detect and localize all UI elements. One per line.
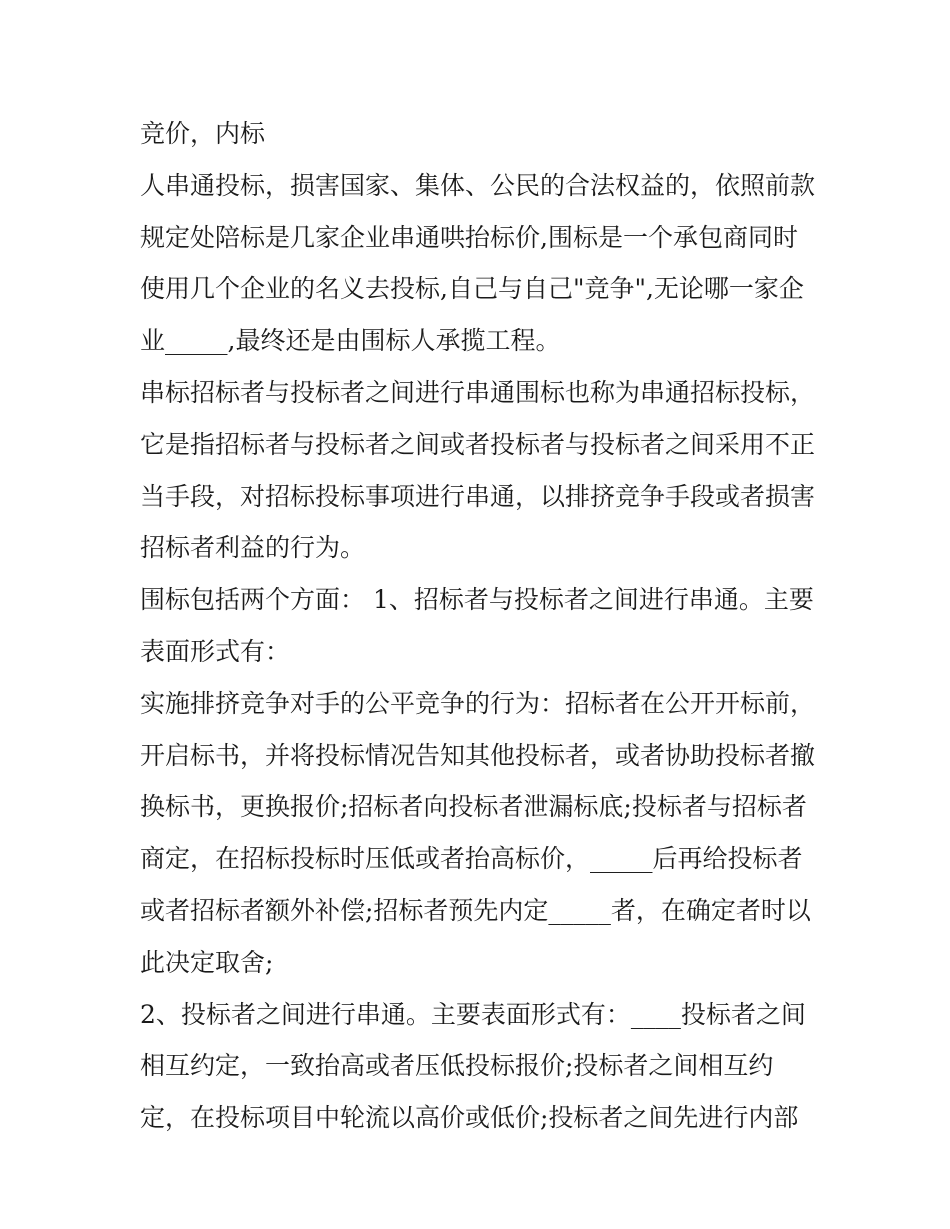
- text-line-6: 串标招标者与投标者之间进行串通围标也称为串通招标投标，: [140, 377, 816, 407]
- text-line-9: 招标者利益的行为。: [140, 533, 366, 563]
- text-line-5: 业_____,最终还是由围标人承揽工程。: [140, 326, 561, 356]
- text-line-10: 围标包括两个方面： 1、招标者与投标者之间进行串通。主要: [140, 585, 814, 615]
- text-line-13: 开启标书，并将投标情况告知其他投标者，或者协助投标者撤: [140, 740, 816, 770]
- text-line-19: 相互约定，一致抬高或者压低投标报价;投标者之间相互约: [140, 1051, 774, 1081]
- text-line-14: 换标书，更换报价;招标者向投标者泄漏标底;投标者与招标者: [140, 792, 807, 822]
- text-line-17: 此决定取舍;: [140, 947, 274, 977]
- text-line-11: 表面形式有：: [140, 636, 291, 666]
- text-line-7: 它是指招标者与投标者之间或者投标者与投标者之间采用不正: [140, 429, 816, 459]
- text-line-15: 商定，在招标投标时压低或者抬高标价，_____后再给投标者: [140, 844, 803, 874]
- text-line-4: 使用几个企业的名义去投标,自己与自己"竞争",无论哪一家企: [140, 274, 804, 304]
- text-line-2: 人串通投标，损害国家、集体、公民的合法权益的，依照前款: [140, 170, 816, 200]
- text-line-8: 当手段，对招标投标事项进行串通，以排挤竞争手段或者损害: [140, 481, 816, 511]
- text-line-18: 2、投标者之间进行串通。主要表面形式有：____投标者之间: [140, 999, 806, 1029]
- document-body: [140, 108, 820, 1144]
- text-line-16: 或者招标者额外补偿;招标者预先内定_____者，在确定者时以: [140, 895, 811, 925]
- text-line-1: 竞价，内标: [140, 119, 266, 148]
- text-line-12: 实施排挤竞争对手的公平竞争的行为：招标者在公开开标前，: [140, 688, 816, 718]
- text-line-3: 规定处陪标是几家企业串通哄抬标价,围标是一个承包商同时: [140, 222, 798, 252]
- text-line-20: 定，在投标项目中轮流以高价或低价;投标者之间先进行内部: [140, 1103, 799, 1133]
